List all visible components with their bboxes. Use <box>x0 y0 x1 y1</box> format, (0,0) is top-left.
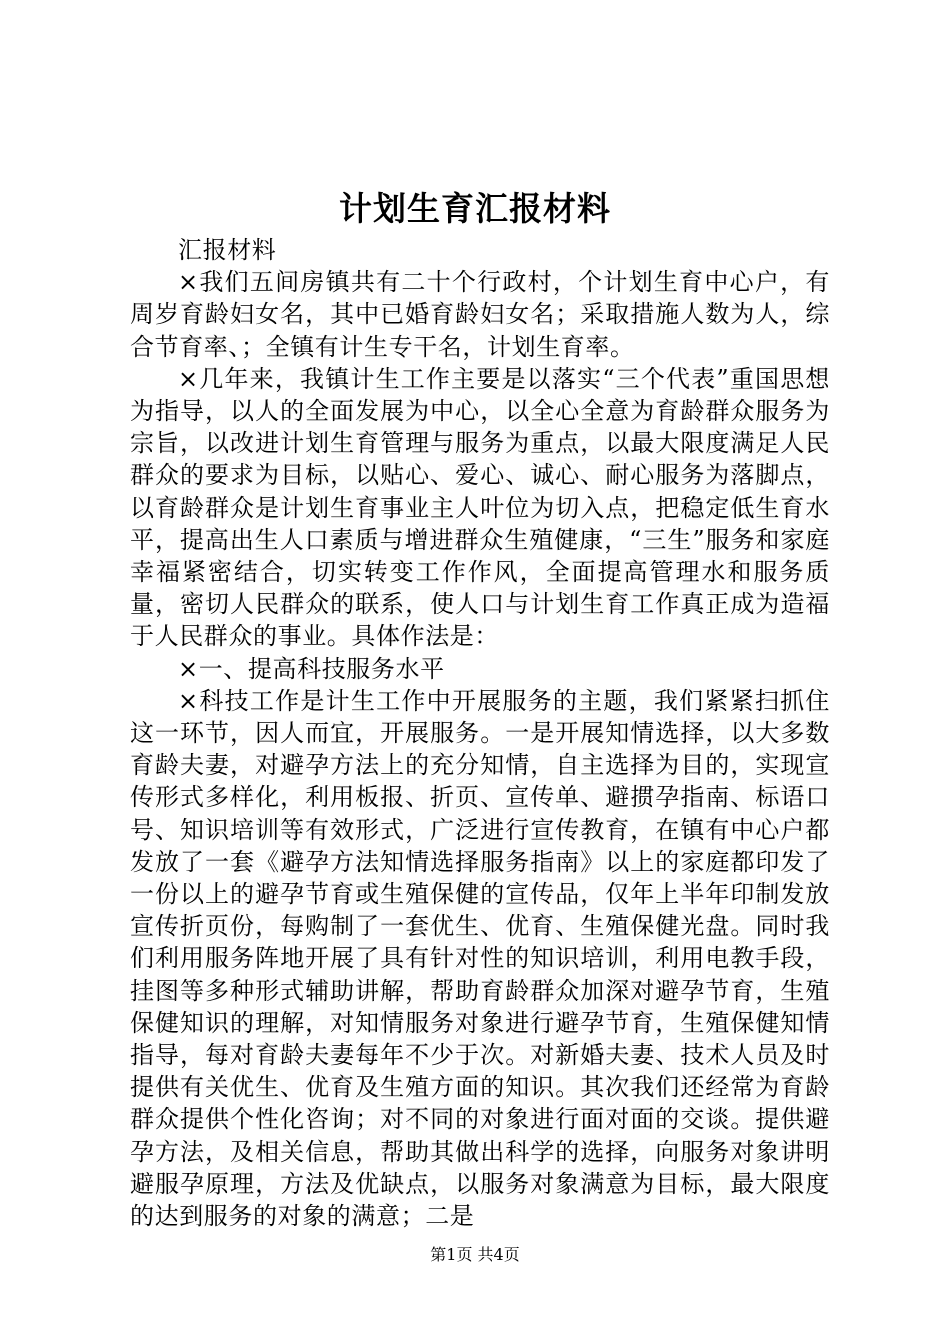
page-footer: 第1页 共4页 <box>430 1245 520 1264</box>
document-title: 计划生育汇报材料 <box>339 189 611 228</box>
document-body <box>130 234 830 1232</box>
paragraph-work-summary: ×几年来，我镇计生工作主要是以落实“三个代表”重国思想为指导，以人的全面发展为中心，以全心全意为育龄群众服务为宗旨，以改进计划生育管理与服务为重点，以最大限度满足人民群众的要求为目标，以贴心、爱心、诚心、耐心服务为落脚点，以育龄群众是计划生育事业主人叶位为切入点，把稳定低生育水平，提高出生人口素质与增进群众生殖健康，“三生”服务和家庭幸福紧密结合，切实转变工作作风，全面提高管理水和服务质量，密切人民群众的联系，使人口与计划生育工作真正成为造福于人民群众的事业。具体作法是： <box>130 364 830 651</box>
paragraph-tech-service: ×科技工作是计生工作中开展服务的主题，我们紧紧扫抓住这一环节，因人而宜，开展服务。一是开展知情选择，以大多数育龄夫妻，对避孕方法上的充分知情，自主选择为目的，实现宣传形式多样化，利用板报、折页、宣传单、避掼孕指南、标语口号、知识培训等有效形式，广泛进行宣传教育，在镇有中心户都发放了一套《避孕方法知情选择服务指南》以上的家庭都印发了一份以上的避孕节育或生殖保健的宣传品，仅年上半年印制发放宣传折页份，每购制了一套优生、优育、生殖保健光盘。同时我们利用服务阵地开展了具有针对性的知识培训，利用电教手段，挂图等多种形式辅助讲解，帮助育龄群众加深对避孕节育，生殖保健知识的理解，对知情服务对象进行避孕节育，生殖保健知情指导，每对育龄夫妻每年不少于次。对新婚夫妻、技术人员及时提供有关优生、优育及生殖方面的知识。其次我们还经常为育龄群众提供个性化咨询；对不同的对象进行面对面的交谈。提供避孕方法，及相关信息，帮助其做出科学的选择，向服务对象讲明避服孕原理，方法及优缺点，以服务对象满意为目标，最大限度的达到服务的对象的满意；二是 <box>130 686 830 1231</box>
paragraph-subtitle: 汇报材料 <box>178 236 277 264</box>
paragraph-overview: ×我们五间房镇共有二十个行政村，个计划生育中心户，有周岁育龄妇女名，其中已婚育龄妇女名；采取措施人数为人，综合节育率、；全镇有计生专干名，计划生育率。 <box>130 268 830 361</box>
paragraph-section-heading: ×一、提高科技服务水平 <box>178 654 445 683</box>
